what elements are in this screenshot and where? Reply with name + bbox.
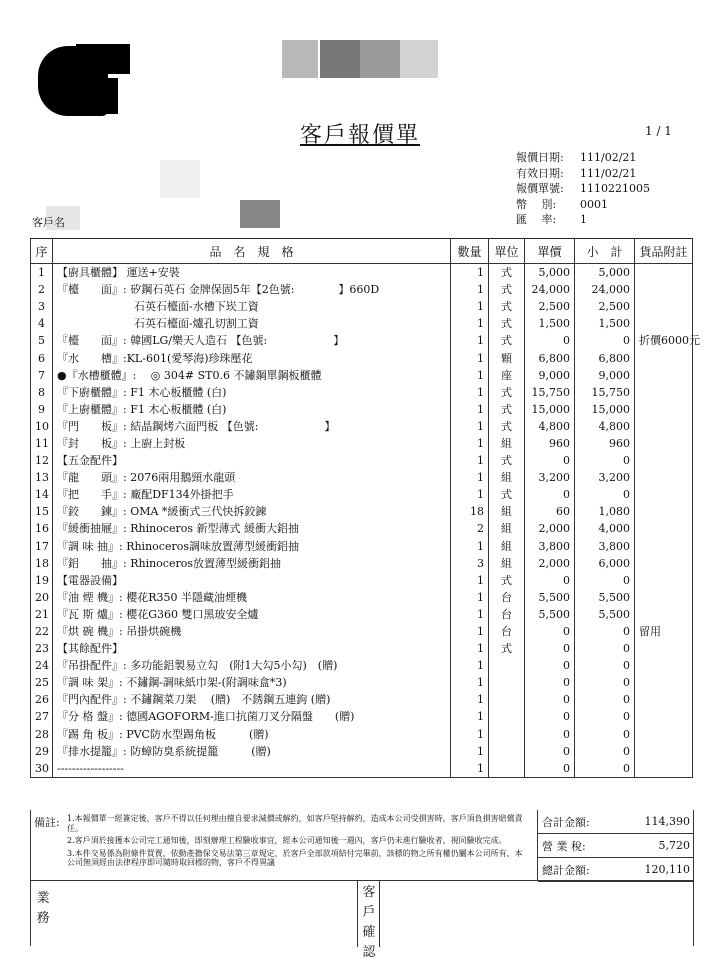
remarks-list (67, 814, 529, 871)
divider (379, 881, 380, 947)
row-subtotal: 0 (575, 743, 635, 760)
row-qty: 3 (451, 555, 489, 572)
row-qty: 1 (451, 743, 489, 760)
row-no: 3 (31, 298, 53, 315)
row-desc: 『烘 碗 機』: 吊掛烘碗機 (53, 623, 451, 640)
row-qty: 1 (451, 367, 489, 384)
table-row (31, 743, 693, 760)
remarks-label: 備註: (34, 816, 60, 829)
row-unit: 顆 (489, 349, 525, 366)
row-qty: 1 (451, 691, 489, 708)
row-unit: 式 (489, 384, 525, 401)
total-label: 總計金額: (542, 863, 590, 877)
row-unit: 式 (489, 486, 525, 503)
row-subtotal: 15,000 (575, 401, 635, 418)
row-note (635, 469, 693, 486)
meta-row (516, 166, 650, 182)
row-price: 0 (525, 623, 575, 640)
row-qty: 1 (451, 384, 489, 401)
row-note (635, 401, 693, 418)
row-note: 折價6000元 (635, 332, 693, 349)
row-subtotal: 0 (575, 486, 635, 503)
meta-label: 匯 率: (516, 213, 557, 226)
customer-confirm-label: 客戶確認 (362, 885, 376, 960)
row-unit (489, 743, 525, 760)
row-note (635, 384, 693, 401)
row-unit: 台 (489, 606, 525, 623)
row-qty: 1 (451, 538, 489, 555)
row-price: 5,500 (525, 606, 575, 623)
col-header-no: 序 (31, 239, 53, 264)
row-desc: 石英石檯面-爐孔切割工資 (53, 315, 451, 332)
row-desc: 『調 味 抽』: Rhinoceros調味放置薄型緩衝鋁抽 (53, 538, 451, 555)
total-row-grand (538, 858, 694, 882)
quote-footer (30, 810, 694, 960)
quote-items-table (30, 238, 700, 778)
row-note (635, 760, 693, 778)
table-row (31, 589, 693, 606)
row-note (635, 538, 693, 555)
row-subtotal: 6,000 (575, 555, 635, 572)
row-desc: 『龍 頭』: 2076兩用鵝頸水龍頭 (53, 469, 451, 486)
row-note (635, 606, 693, 623)
table-row (31, 452, 693, 469)
divider (357, 881, 358, 947)
company-name-redaction (360, 40, 400, 78)
row-price: 4,800 (525, 418, 575, 435)
total-value: 5,720 (658, 839, 690, 852)
total-value: 120,110 (644, 863, 690, 876)
table-row (31, 555, 693, 572)
row-unit (489, 657, 525, 674)
row-qty: 1 (451, 486, 489, 503)
row-note (635, 486, 693, 503)
col-header-note: 貨品附註 (635, 239, 693, 264)
row-subtotal: 1,500 (575, 315, 635, 332)
company-name-redaction (400, 40, 438, 78)
table-row (31, 264, 693, 282)
row-qty: 1 (451, 332, 489, 349)
meta-row (516, 212, 650, 228)
row-price: 0 (525, 674, 575, 691)
total-value: 114,390 (644, 815, 690, 828)
remark-item: 2.客戶須於接獲本公司完工通知後，即刻辦理工程驗收事宜，經本公司通知後一週內，客戶仍未進行驗收者，視同驗收完成。 (67, 836, 507, 845)
total-row-subtotal (538, 810, 694, 834)
row-price: 2,000 (525, 555, 575, 572)
row-qty: 1 (451, 708, 489, 725)
row-no: 2 (31, 281, 53, 298)
row-desc: 『封 板』: 上廚上封板 (53, 435, 451, 452)
table-row (31, 503, 693, 520)
row-desc: 『門 板』: 結晶鋼烤六面門板 【色號: 】 (53, 418, 451, 435)
table-row (31, 486, 693, 503)
row-subtotal: 0 (575, 691, 635, 708)
row-qty: 18 (451, 503, 489, 520)
row-subtotal: 0 (575, 674, 635, 691)
row-unit: 式 (489, 281, 525, 298)
row-qty: 1 (451, 298, 489, 315)
row-unit: 座 (489, 367, 525, 384)
row-unit: 式 (489, 418, 525, 435)
row-unit: 式 (489, 572, 525, 589)
row-desc: 『瓦 斯 爐』: 櫻花G360 雙口黑玻安全爐 (53, 606, 451, 623)
row-note (635, 640, 693, 657)
meta-value: 1 (580, 213, 587, 226)
row-desc: 【五金配件】 (53, 452, 451, 469)
row-note (635, 520, 693, 537)
row-note (635, 435, 693, 452)
meta-value: 111/02/21 (580, 166, 637, 180)
row-qty: 1 (451, 452, 489, 469)
row-price: 24,000 (525, 281, 575, 298)
row-qty: 1 (451, 640, 489, 657)
row-subtotal: 0 (575, 623, 635, 640)
row-price: 9,000 (525, 367, 575, 384)
row-no: 9 (31, 401, 53, 418)
row-subtotal: 0 (575, 657, 635, 674)
row-desc: 【電器設備】 (53, 572, 451, 589)
row-price: 960 (525, 435, 575, 452)
row-qty: 1 (451, 589, 489, 606)
row-price: 0 (525, 640, 575, 657)
row-no: 10 (31, 418, 53, 435)
row-unit: 組 (489, 555, 525, 572)
table-row (31, 572, 693, 589)
row-subtotal: 960 (575, 435, 635, 452)
row-subtotal: 3,200 (575, 469, 635, 486)
row-unit (489, 760, 525, 778)
row-desc: 『鋁 抽』: Rhinoceros放置薄型緩衝鋁抽 (53, 555, 451, 572)
row-no: 17 (31, 538, 53, 555)
row-desc: 【其餘配件】 (53, 640, 451, 657)
row-price: 15,750 (525, 384, 575, 401)
row-unit: 組 (489, 520, 525, 537)
table-row (31, 315, 693, 332)
table-row (31, 657, 693, 674)
row-no: 12 (31, 452, 53, 469)
row-price: 3,800 (525, 538, 575, 555)
row-note (635, 264, 693, 282)
row-price: 0 (525, 691, 575, 708)
row-unit: 式 (489, 332, 525, 349)
row-subtotal: 9,000 (575, 367, 635, 384)
meta-row (516, 181, 650, 197)
row-qty: 1 (451, 572, 489, 589)
total-row-tax (538, 834, 694, 858)
table-row (31, 708, 693, 725)
row-unit (489, 691, 525, 708)
row-qty: 1 (451, 469, 489, 486)
row-unit: 式 (489, 315, 525, 332)
meta-label: 有效日期: (516, 166, 564, 180)
row-unit: 組 (489, 503, 525, 520)
company-name-redaction (320, 40, 360, 78)
row-qty: 1 (451, 281, 489, 298)
row-note (635, 743, 693, 760)
meta-label: 幣 別: (516, 197, 557, 211)
total-label: 營 業 稅: (542, 839, 586, 853)
table-row (31, 606, 693, 623)
row-qty: 1 (451, 349, 489, 366)
row-desc: 『吊掛配件』: 多功能鋁製易立勾 (附1大勾5小勾) (贈) (53, 657, 451, 674)
row-price: 15,000 (525, 401, 575, 418)
row-note (635, 452, 693, 469)
row-price: 0 (525, 726, 575, 743)
table-row (31, 281, 693, 298)
row-desc: 『鉸 鍊』: OMA *緩衝式三代快拆鉸鍊 (53, 503, 451, 520)
row-note (635, 555, 693, 572)
meta-label: 報價單號: (516, 182, 564, 195)
row-subtotal: 5,500 (575, 589, 635, 606)
row-no: 24 (31, 657, 53, 674)
row-price: 3,200 (525, 469, 575, 486)
quote-meta (516, 150, 650, 228)
row-desc: ------------------ (53, 760, 451, 778)
row-subtotal: 1,080 (575, 503, 635, 520)
customer-name-redaction (240, 200, 280, 228)
row-desc: 『踢 角 板』: PVC防水型踢角板 (贈) (53, 726, 451, 743)
row-price: 5,500 (525, 589, 575, 606)
row-note (635, 367, 693, 384)
row-desc: 『把 手』: 廠配DF134外掛把手 (53, 486, 451, 503)
row-no: 11 (31, 435, 53, 452)
table-row (31, 298, 693, 315)
table-row (31, 520, 693, 537)
col-header-unit: 單位 (489, 239, 525, 264)
row-subtotal: 4,000 (575, 520, 635, 537)
table-row (31, 726, 693, 743)
row-note (635, 589, 693, 606)
row-no: 4 (31, 315, 53, 332)
row-note (635, 674, 693, 691)
table-row (31, 332, 693, 349)
row-note (635, 572, 693, 589)
row-no: 23 (31, 640, 53, 657)
meta-value: 1110221005 (580, 182, 650, 195)
row-qty: 1 (451, 435, 489, 452)
row-note (635, 315, 693, 332)
row-no: 21 (31, 606, 53, 623)
row-subtotal: 15,750 (575, 384, 635, 401)
row-no: 1 (31, 264, 53, 282)
row-no: 20 (31, 589, 53, 606)
row-unit (489, 726, 525, 743)
row-price: 0 (525, 708, 575, 725)
row-note (635, 281, 693, 298)
row-desc: 【廚具櫃體】 運送+安裝 (53, 264, 451, 282)
row-unit: 組 (489, 435, 525, 452)
row-qty: 1 (451, 657, 489, 674)
row-note: 留用 (635, 623, 693, 640)
table-row (31, 674, 693, 691)
meta-value: 111/02/21 (580, 151, 637, 164)
row-note (635, 349, 693, 366)
row-unit: 式 (489, 452, 525, 469)
table-row (31, 623, 693, 640)
row-price: 0 (525, 332, 575, 349)
row-price: 0 (525, 657, 575, 674)
row-desc: 『檯 面』: 韓國LG/樂天人造石 【色號: 】 (53, 332, 451, 349)
row-no: 15 (31, 503, 53, 520)
row-qty: 1 (451, 401, 489, 418)
row-subtotal: 4,800 (575, 418, 635, 435)
row-no: 27 (31, 708, 53, 725)
row-subtotal: 0 (575, 572, 635, 589)
meta-row (516, 197, 650, 213)
col-header-desc: 品 名 規 格 (53, 239, 451, 264)
row-subtotal: 0 (575, 708, 635, 725)
row-desc: 石英石檯面-水槽下崁工資 (53, 298, 451, 315)
row-no: 14 (31, 486, 53, 503)
table-row (31, 384, 693, 401)
row-unit: 式 (489, 298, 525, 315)
col-header-price: 單價 (525, 239, 575, 264)
row-unit: 組 (489, 469, 525, 486)
row-note (635, 726, 693, 743)
meta-label: 報價日期: (516, 151, 564, 164)
row-no: 26 (31, 691, 53, 708)
row-unit: 式 (489, 640, 525, 657)
table-row (31, 367, 693, 384)
row-qty: 2 (451, 520, 489, 537)
document-title: 客戶報價單 (299, 123, 420, 148)
row-note (635, 691, 693, 708)
info-redaction (160, 160, 200, 198)
table-header-row (31, 239, 693, 264)
totals-box (537, 810, 694, 880)
row-subtotal: 0 (575, 452, 635, 469)
row-price: 0 (525, 572, 575, 589)
row-qty: 1 (451, 606, 489, 623)
row-price: 60 (525, 503, 575, 520)
row-no: 7 (31, 367, 53, 384)
row-subtotal: 0 (575, 760, 635, 778)
row-no: 30 (31, 760, 53, 778)
row-qty: 1 (451, 726, 489, 743)
row-price: 6,800 (525, 349, 575, 366)
row-note (635, 657, 693, 674)
table-row (31, 469, 693, 486)
total-label: 合計金額: (542, 815, 590, 829)
row-price: 0 (525, 452, 575, 469)
row-price: 5,000 (525, 264, 575, 282)
row-desc: 『下廚櫃體』: F1 木心板櫃體 (白) (53, 384, 451, 401)
row-desc: 『上廚櫃體』: F1 木心板櫃體 (白) (53, 401, 451, 418)
row-desc: 『檯 面』: 矽鋼石英石 金牌保固5年【2色號: 】660D (53, 281, 451, 298)
row-price: 0 (525, 760, 575, 778)
row-unit (489, 674, 525, 691)
table-row (31, 435, 693, 452)
row-no: 25 (31, 674, 53, 691)
sales-label: 業務 (36, 891, 50, 926)
row-subtotal: 2,500 (575, 298, 635, 315)
row-subtotal: 0 (575, 640, 635, 657)
row-desc: 『排水提籠』: 防蟑防臭系統提籠 (贈) (53, 743, 451, 760)
row-qty: 1 (451, 418, 489, 435)
table-row (31, 401, 693, 418)
col-header-qty: 數量 (451, 239, 489, 264)
row-subtotal: 5,000 (575, 264, 635, 282)
row-no: 22 (31, 623, 53, 640)
row-desc: 『緩衝抽屜』: Rhinoceros 新型薄式 緩衝大鋁抽 (53, 520, 451, 537)
col-header-subtotal: 小 計 (575, 239, 635, 264)
row-price: 1,500 (525, 315, 575, 332)
table-row (31, 349, 693, 366)
customer-label: 客戶名 (32, 216, 65, 229)
row-subtotal: 24,000 (575, 281, 635, 298)
row-no: 6 (31, 349, 53, 366)
row-unit: 式 (489, 401, 525, 418)
row-note (635, 708, 693, 725)
table-row (31, 640, 693, 657)
row-price: 0 (525, 743, 575, 760)
table-row (31, 538, 693, 555)
row-qty: 1 (451, 674, 489, 691)
row-no: 28 (31, 726, 53, 743)
row-note (635, 298, 693, 315)
row-price: 0 (525, 486, 575, 503)
row-no: 16 (31, 520, 53, 537)
row-subtotal: 0 (575, 332, 635, 349)
company-name-redaction (282, 40, 318, 78)
row-no: 13 (31, 469, 53, 486)
row-desc: 『調 味 架』: 不鏽鋼-調味紙巾架-(附調味盒*3) (53, 674, 451, 691)
row-no: 18 (31, 555, 53, 572)
table-row (31, 418, 693, 435)
row-subtotal: 3,800 (575, 538, 635, 555)
row-note (635, 503, 693, 520)
signature-area (31, 880, 693, 960)
row-unit: 式 (489, 264, 525, 282)
logo-redaction-2 (76, 44, 130, 74)
row-desc: 『油 煙 機』: 櫻花R350 半隱藏油煙機 (53, 589, 451, 606)
row-desc: 『分 格 盤』: 德國AGOFORM-進口抗菌刀叉分隔盤 (贈) (53, 708, 451, 725)
meta-row (516, 150, 650, 166)
row-qty: 1 (451, 315, 489, 332)
page-number: 1 / 1 (645, 124, 672, 138)
row-no: 19 (31, 572, 53, 589)
logo-redaction-3 (78, 78, 118, 114)
row-qty: 1 (451, 760, 489, 778)
row-subtotal: 6,800 (575, 349, 635, 366)
row-no: 29 (31, 743, 53, 760)
table-row (31, 691, 693, 708)
row-qty: 1 (451, 623, 489, 640)
row-qty: 1 (451, 264, 489, 282)
row-note (635, 418, 693, 435)
row-desc: 『門內配件』: 不鏽鋼菜刀架 (贈) 不銹鋼五連鉤 (贈) (53, 691, 451, 708)
meta-value: 0001 (580, 197, 608, 211)
row-desc: ●『水槽櫃體』: ◎ 304# ST0.6 不鏽鋼單鋼板櫃體 (53, 367, 451, 384)
row-desc: 『水 槽』:KL-601(愛琴海)珍珠壓花 (53, 349, 451, 366)
row-unit: 台 (489, 623, 525, 640)
row-unit: 組 (489, 538, 525, 555)
remark-item: 3.本件交易係為附條件買賣，依動產擔保交易法第三章規定，於客戶全部款項結付完畢前，該標的物之所有權仍屬本公司所有，本公司無須經由法律程序即可隨時取回標的物，客戶不得異議 (67, 848, 523, 867)
row-price: 2,000 (525, 520, 575, 537)
row-subtotal: 5,500 (575, 606, 635, 623)
row-unit: 台 (489, 589, 525, 606)
table-row (31, 760, 693, 778)
row-no: 8 (31, 384, 53, 401)
row-no: 5 (31, 332, 53, 349)
row-subtotal: 0 (575, 726, 635, 743)
row-unit (489, 708, 525, 725)
row-price: 2,500 (525, 298, 575, 315)
remark-item: 1.本報價單一經簽定後，客戶不得以任何理由擅自要求減價或解約，如客戶堅持解約，造成本公司受損害時，客戶須負損害賠償責任。 (67, 814, 523, 833)
